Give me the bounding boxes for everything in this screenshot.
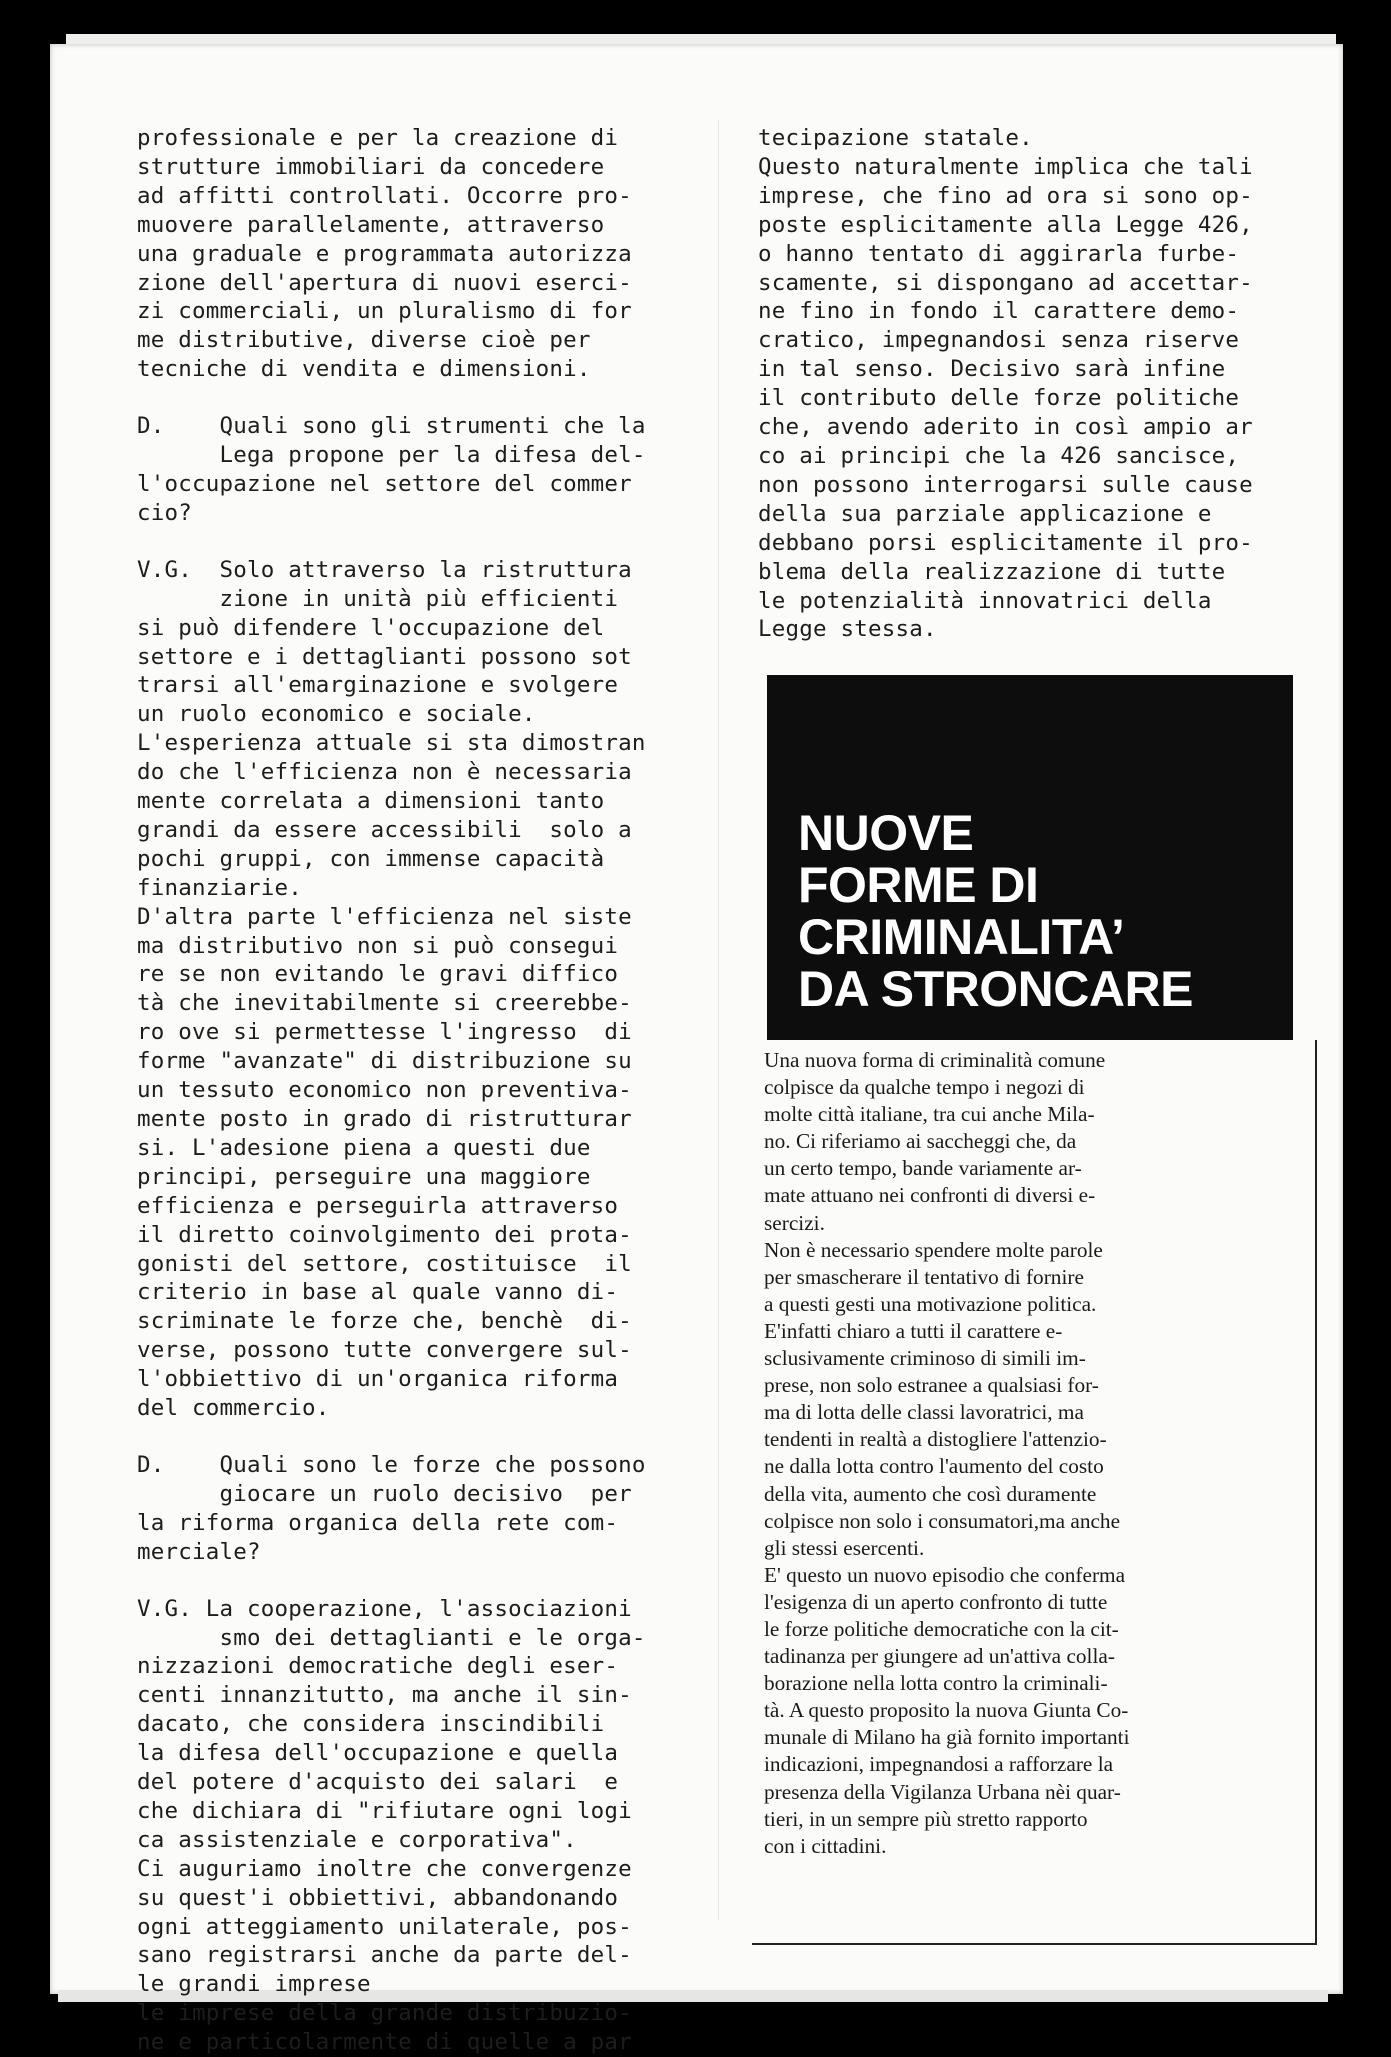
text-line: poste esplicitamente alla Legge 426, xyxy=(758,211,1253,238)
answer-line: mente correlata a dimensioni tanto xyxy=(137,788,605,815)
headline xyxy=(798,807,1278,1015)
text-line: zione dell'apertura di nuovi eserci- xyxy=(137,269,632,296)
answer-line: grandi da essere accessibili solo a xyxy=(137,816,632,843)
article-line: mate attuano nei confronti di diversi e- xyxy=(764,1183,1096,1208)
question-2 xyxy=(137,1451,697,1567)
article-line: tieri, in un sempre più stretto rapporto xyxy=(764,1806,1088,1831)
answer-line: sano registrarsi anche da parte del- xyxy=(137,1942,632,1969)
answer-line: le grandi imprese xyxy=(137,1971,371,1998)
answer-line: do che l'efficienza non è necessaria xyxy=(137,759,632,786)
text-line: debbano porsi esplicitamente il pro- xyxy=(758,529,1253,556)
article-line: l'esigenza di un aperto confronto di tutte xyxy=(764,1589,1108,1614)
answer-line: su quest'i obbiettivi, abbandonando xyxy=(137,1884,619,1911)
text-line: che, avendo aderito in così ampio ar xyxy=(758,414,1253,441)
left-column-intro xyxy=(137,124,697,384)
answer-line: dacato, che considera inscindibili xyxy=(137,1711,605,1738)
answer-line: del commercio. xyxy=(137,1395,330,1422)
article-line: della vita, aumento che così duramente xyxy=(764,1481,1097,1506)
article-line: tà. A questo proposito la nuova Giunta Co- xyxy=(764,1698,1129,1723)
article-line: le forze politiche democratiche con la cit- xyxy=(764,1616,1119,1641)
question-line: D. Quali sono le forze che possono xyxy=(137,1451,646,1478)
column-divider xyxy=(718,120,719,1920)
answer-line: che dichiara di "rifiutare ogni logi xyxy=(137,1797,632,1824)
text-line: me distributive, diverse cioè per xyxy=(137,327,591,354)
article-line: per smascherare il tentativo di fornire xyxy=(764,1264,1084,1289)
answer-line: zione in unità più efficienti xyxy=(137,585,619,612)
text-line: professionale e per la creazione di xyxy=(137,125,619,151)
answer-line: un tessuto economico non preventiva- xyxy=(137,1077,632,1104)
answer-line: si può difendere l'occupazione del xyxy=(137,614,605,641)
answer-line: L'esperienza attuale si sta dimostran xyxy=(137,730,646,757)
text-line: non possono interrogarsi sulle cause xyxy=(758,471,1253,498)
text-line: Legge stessa. xyxy=(758,616,937,643)
question-line: la riforma organica della rete com- xyxy=(137,1509,619,1536)
answer-line: ro ove si permettesse l'ingresso di xyxy=(137,1019,632,1046)
article-body xyxy=(764,1047,1304,1860)
text-line: o hanno tentato di aggirarla furbe- xyxy=(758,240,1240,267)
answer-line: si. L'adesione piena a questi due xyxy=(137,1134,591,1161)
text-line: il contributo delle forze politiche xyxy=(758,385,1240,412)
answer-line: gonisti del settore, costituisce il xyxy=(137,1250,632,1277)
answer-line: ne e particolarmente di quelle a par xyxy=(137,2029,632,2056)
answer-line: Ci auguriamo inoltre che convergenze xyxy=(137,1855,632,1882)
article-line: ne dalla lotta contro l'aumento del costo xyxy=(764,1454,1104,1479)
answer-line: le imprese della grande distribuzio- xyxy=(137,2000,632,2027)
article-line: E'infatti chiaro a tutti il carattere e- xyxy=(764,1318,1063,1343)
text-line: imprese, che fino ad ora si sono op- xyxy=(758,182,1253,209)
article-line: indicazioni, impegnandosi a rafforzare la xyxy=(764,1752,1114,1777)
text-line: tecniche di vendita e dimensioni. xyxy=(137,356,591,383)
article-line: E' questo un nuovo episodio che conferma xyxy=(764,1562,1126,1587)
headline-line: FORME DI xyxy=(798,857,1039,913)
text-line: cratico, impegnandosi senza riserve xyxy=(758,327,1240,354)
article-line: gli stessi esercenti. xyxy=(764,1535,925,1560)
right-column-text xyxy=(758,124,1313,644)
text-line: Questo naturalmente implica che tali xyxy=(758,153,1253,180)
text-line: ne fino in fondo il carattere demo- xyxy=(758,298,1240,325)
answer-line: re se non evitando le gravi diffico xyxy=(137,961,619,988)
question-line: D. Quali sono gli strumenti che la xyxy=(137,413,646,440)
article-line: prese, non solo estranee a qualsiasi for- xyxy=(764,1373,1099,1398)
text-line: le potenzialità innovatrici della xyxy=(758,587,1212,614)
article-line: tendenti in realtà a distogliere l'attenzio- xyxy=(764,1427,1107,1452)
text-line: una graduale e programmata autorizza xyxy=(137,240,632,267)
answer-line: scriminate le forze che, benchè di- xyxy=(137,1308,632,1335)
article-line: Una nuova forma di criminalità comune xyxy=(764,1048,1106,1072)
article-line: Non è necessario spendere molte parole xyxy=(764,1237,1103,1262)
article-line: munale di Milano ha già fornito importanti xyxy=(764,1725,1130,1750)
text-line: co ai principi che la 426 sancisce, xyxy=(758,442,1240,469)
text-line: strutture immobiliari da concedere xyxy=(137,153,605,180)
answer-line: pochi gruppi, con immense capacità xyxy=(137,845,605,872)
answer-line: del potere d'acquisto dei salari e xyxy=(137,1769,619,1796)
answer-line: D'altra parte l'efficienza nel siste xyxy=(137,903,632,930)
answer-line: principi, perseguire una maggiore xyxy=(137,1163,591,1190)
question-line: l'occupazione nel settore del commer xyxy=(137,470,632,497)
answer-line: l'obbiettivo di un'organica riforma xyxy=(137,1366,619,1393)
answer-line: ca assistenziale e corporativa". xyxy=(137,1826,577,1853)
answer-line: il diretto coinvolgimento dei prota- xyxy=(137,1221,632,1248)
answer-line: tà che inevitabilmente si creerebbe- xyxy=(137,990,632,1017)
answer-line: mente posto in grado di ristrutturar xyxy=(137,1106,632,1132)
answer-line: efficienza e perseguirla attraverso xyxy=(137,1192,619,1219)
question-line: Lega propone per la difesa del- xyxy=(137,442,646,469)
article-line: ma di lotta delle classi lavoratrici, ma xyxy=(764,1400,1084,1425)
article-line: tadinanza per giungere ad un'attiva colla- xyxy=(764,1644,1115,1669)
article-line: no. Ci riferiamo ai saccheggi che, da xyxy=(764,1129,1077,1154)
headline-line: DA STRONCARE xyxy=(798,961,1193,1017)
answer-line: ogni atteggiamento unilaterale, pos- xyxy=(137,1913,632,1940)
answer-1 xyxy=(137,556,697,1423)
answer-line: smo dei dettaglianti e le orga- xyxy=(137,1624,646,1651)
text-line: della sua parziale applicazione e xyxy=(758,500,1212,527)
answer-line: la difesa dell'occupazione e quella xyxy=(137,1740,619,1767)
answer-line: criterio in base al quale vanno di- xyxy=(137,1279,619,1306)
text-line: scamente, si dispongano ad accettar- xyxy=(758,269,1253,296)
answer-line: forme "avanzate" di distribuzione su xyxy=(137,1048,632,1075)
text-line: tecipazione statale. xyxy=(758,125,1033,151)
answer-line: trarsi all'emarginazione e svolgere xyxy=(137,672,619,699)
answer-2 xyxy=(137,1595,697,2057)
question-line: merciale? xyxy=(137,1538,261,1565)
answer-line: settore e i dettaglianti possono sot xyxy=(137,643,632,670)
article-line: con i cittadini. xyxy=(764,1833,887,1858)
answer-line: ma distributivo non si può consegui xyxy=(137,932,619,959)
answer-line: finanziarie. xyxy=(137,874,302,901)
answer-line: centi innanzitutto, ma anche il sin- xyxy=(137,1682,632,1709)
article-line: presenza della Vigilanza Urbana nèi quar- xyxy=(764,1779,1121,1804)
answer-line: V.G. Solo attraverso la ristruttura xyxy=(137,556,632,583)
text-line: blema della realizzazione di tutte xyxy=(758,558,1226,585)
question-line: cio? xyxy=(137,499,192,526)
question-line: giocare un ruolo decisivo per xyxy=(137,1480,632,1507)
answer-line: V.G. La cooperazione, l'associazioni xyxy=(137,1595,632,1622)
answer-line: verse, possono tutte convergere sul- xyxy=(137,1337,632,1364)
article-line: un certo tempo, bande variamente ar- xyxy=(764,1156,1082,1181)
article-line: molte città italiane, tra cui anche Mila- xyxy=(764,1102,1095,1127)
article-line: sclusivamente criminoso di simili im- xyxy=(764,1346,1086,1371)
answer-line: nizzazioni democratiche degli eser- xyxy=(137,1653,619,1680)
question-1 xyxy=(137,412,697,528)
article-line: colpisce non solo i consumatori,ma anche xyxy=(764,1508,1121,1533)
headline-line: CRIMINALITA’ xyxy=(798,909,1125,965)
text-line: ad affitti controllati. Occorre pro- xyxy=(137,182,632,209)
article-line: sercizi. xyxy=(764,1210,825,1235)
text-line: in tal senso. Decisivo sarà infine xyxy=(758,356,1226,383)
text-line: muovere parallelamente, attraverso xyxy=(137,211,605,238)
headline-line: NUOVE xyxy=(798,805,974,861)
article-line: colpisce da qualche tempo i negozi di xyxy=(764,1075,1085,1100)
article-line: a questi gesti una motivazione politica. xyxy=(764,1291,1097,1316)
answer-line: un ruolo economico e sociale. xyxy=(137,701,536,728)
article-line: borazione nella lotta contro la criminali- xyxy=(764,1671,1108,1696)
text-line: zi commerciali, un pluralismo di for xyxy=(137,298,632,325)
left-column xyxy=(137,124,697,2057)
